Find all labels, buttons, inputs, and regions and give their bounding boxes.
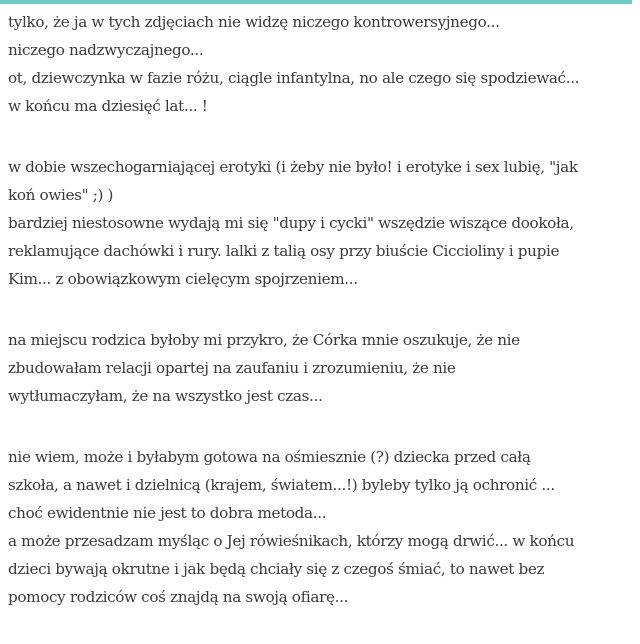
text-line: w końcu ma dziesięć lat... !	[8, 97, 208, 115]
text-line: pomocy rodziców coś znajdą na swoją ofiarę...	[8, 588, 349, 606]
paragraph-1	[8, 8, 638, 120]
paragraph-3	[8, 326, 638, 410]
text-line: choć ewidentnie nie jest to dobra metoda...	[8, 504, 327, 522]
paragraph-2	[8, 153, 638, 293]
text-line: koń owies" ;) )	[8, 186, 114, 204]
text-line: zbudowałam relacji opartej na zaufaniu i zrozumieniu, że nie	[8, 359, 456, 377]
comment-body	[8, 8, 638, 644]
text-line: niczego nadzwyczajnego...	[8, 41, 204, 59]
text-line: ot, dziewczynka w fazie różu, ciągle infantylna, no ale czego się spodziewać...	[8, 69, 580, 87]
text-line: reklamujące dachówki i rury. lalki z talią osy przy biuście Ciccioliny i pupie	[8, 242, 560, 260]
text-line: wytłumaczyłam, że na wszystko jest czas...	[8, 387, 323, 405]
paragraph-4	[8, 443, 638, 611]
text-line: a może przesadzam myśląc o Jej rówieśnikach, którzy mogą drwić... w końcu	[8, 532, 575, 550]
text-line: szkoła, a nawet i dzielnicą (krajem, światem...!) byleby tylko ją ochronić ...	[8, 476, 555, 494]
text-line: tylko, że ja w tych zdjęciach nie widzę niczego kontrowersyjnego...	[8, 13, 500, 31]
text-line: nie wiem, może i byłabym gotowa na ośmiesznie (?) dziecka przed całą	[8, 448, 531, 466]
text-line: na miejscu rodzica byłoby mi przykro, że Córka mnie oszukuje, że nie	[8, 331, 520, 349]
text-line: w dobie wszechogarniającej erotyki (i żeby nie było! i erotyke i sex lubię, "jak	[8, 158, 578, 176]
text-line: dzieci bywają okrutne i jak będą chciały się z czegoś śmiać, to nawet bez	[8, 560, 545, 578]
text-line: bardziej niestosowne wydają mi się "dupy i cycki" wszędzie wiszące dookoła,	[8, 214, 574, 232]
accent-top-bar	[0, 0, 632, 4]
text-line: Kim... z obowiązkowym cielęcym spojrzeniem...	[8, 270, 358, 288]
